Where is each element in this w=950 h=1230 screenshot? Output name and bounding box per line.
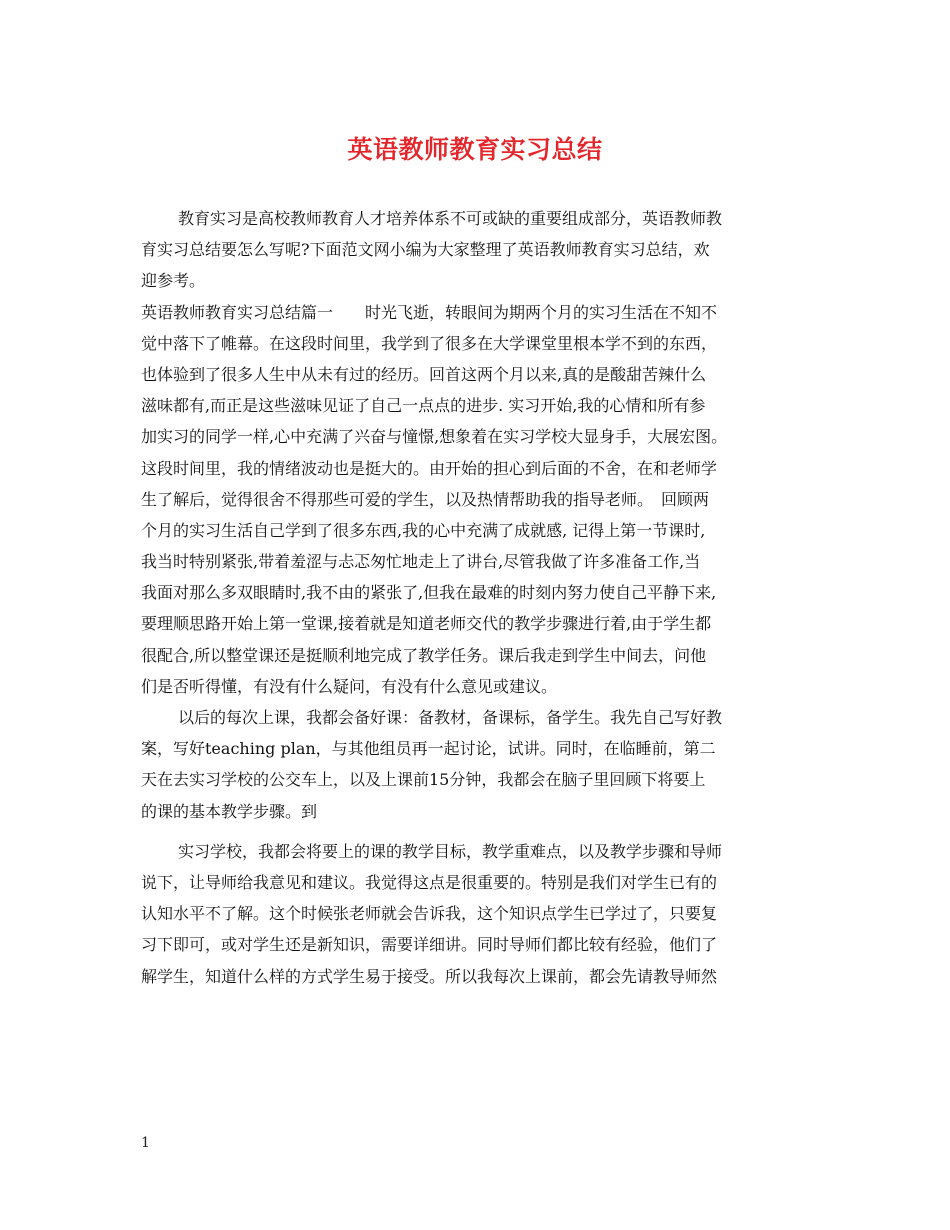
text-line: 迎参考。 [141,271,206,291]
text-line: 我当时特别紧张,带着羞涩与忐忑匆忙地走上了讲台,尽管我做了许多准备工作,当 [141,552,701,572]
text-line: 很配合,所以整堂课还是挺顺利地完成了教学任务。课后我走到学生中间去，问他 [141,645,707,665]
page-number: 1 [141,1135,150,1151]
text-line: 英语教师教育实习总结篇一 时光飞逝，转眼间为期两个月的实习生活在不知不 [141,302,718,322]
text-line: 习下即可，或对学生还是新知识，需要详细讲。同时导师们都比较有经验，他们了 [141,935,718,955]
text-line: 们是否听得懂，有没有什么疑问，有没有什么意见或建议。 [141,676,558,696]
text-line: 也体验到了很多人生中从未有过的经历。回首这两个月以来,真的是酸甜苦辣什么 [141,364,707,384]
text-line: 实习学校，我都会将要上的课的教学目标，教学重难点，以及教学步骤和导师 [178,841,723,861]
text-line: 解学生，知道什么样的方式学生易于接受。所以我每次上课前，都会先请教导师然 [141,966,718,986]
text-line: 我面对那么多双眼睛时,我不由的紧张了,但我在最难的时刻内努力使自己平静下来, [141,583,717,603]
text-line: 觉中落下了帷幕。在这段时间里，我学到了很多在大学课堂里根本学不到的东西， [141,333,718,353]
text-line: 的课的基本教学步骤。到 [141,801,318,821]
text-line: 这段时间里，我的情绪波动也是挺大的。由开始的担心到后面的不舍，在和老师学 [141,458,718,478]
text-line: 案，写好teaching plan，与其他组员再一起讨论，试讲。同时，在临睡前，第二 [141,739,716,759]
text-line: 要理顺思路开始上第一堂课,接着就是知道老师交代的教学步骤进行着,由于学生都 [141,614,712,634]
text-line: 滋味都有,而正是这些滋味见证了自己一点点的进步. 实习开始,我的心情和所有参 [141,396,706,416]
text-line: 个月的实习生活自己学到了很多东西,我的心中充满了成就感, 记得上第一节课时, [141,520,706,540]
text-line: 说下，让导师给我意见和建议。我觉得这点是很重要的。特别是我们对学生已有的 [141,872,718,892]
text-line: 育实习总结要怎么写呢?下面范文网小编为大家整理了英语教师教育实习总结，欢 [141,240,710,260]
text-line: 天在去实习学校的公交车上，以及上课前15分钟，我都会在脑子里回顾下将要上 [141,770,706,790]
text-line: 以后的每次上课，我都会备好课：备教材，备课标，备学生。我先自己写好教 [178,708,723,727]
text-line: 认知水平不了解。这个时候张老师就会告诉我，这个知识点学生已学过了，只要复 [141,904,718,924]
document-title: 英语教师教育实习总结 [347,135,603,164]
text-line: 生了解后，觉得很舍不得那些可爱的学生，以及热情帮助我的指导老师。 回顾两 [141,489,710,509]
text-line: 教育实习是高校教师教育人才培养体系不可或缺的重要组成部分，英语教师教 [178,209,723,228]
text-line: 加实习的同学一样,心中充满了兴奋与憧憬,想象着在实习学校大显身手，大展宏图。 [141,427,728,447]
document-body [141,203,816,992]
